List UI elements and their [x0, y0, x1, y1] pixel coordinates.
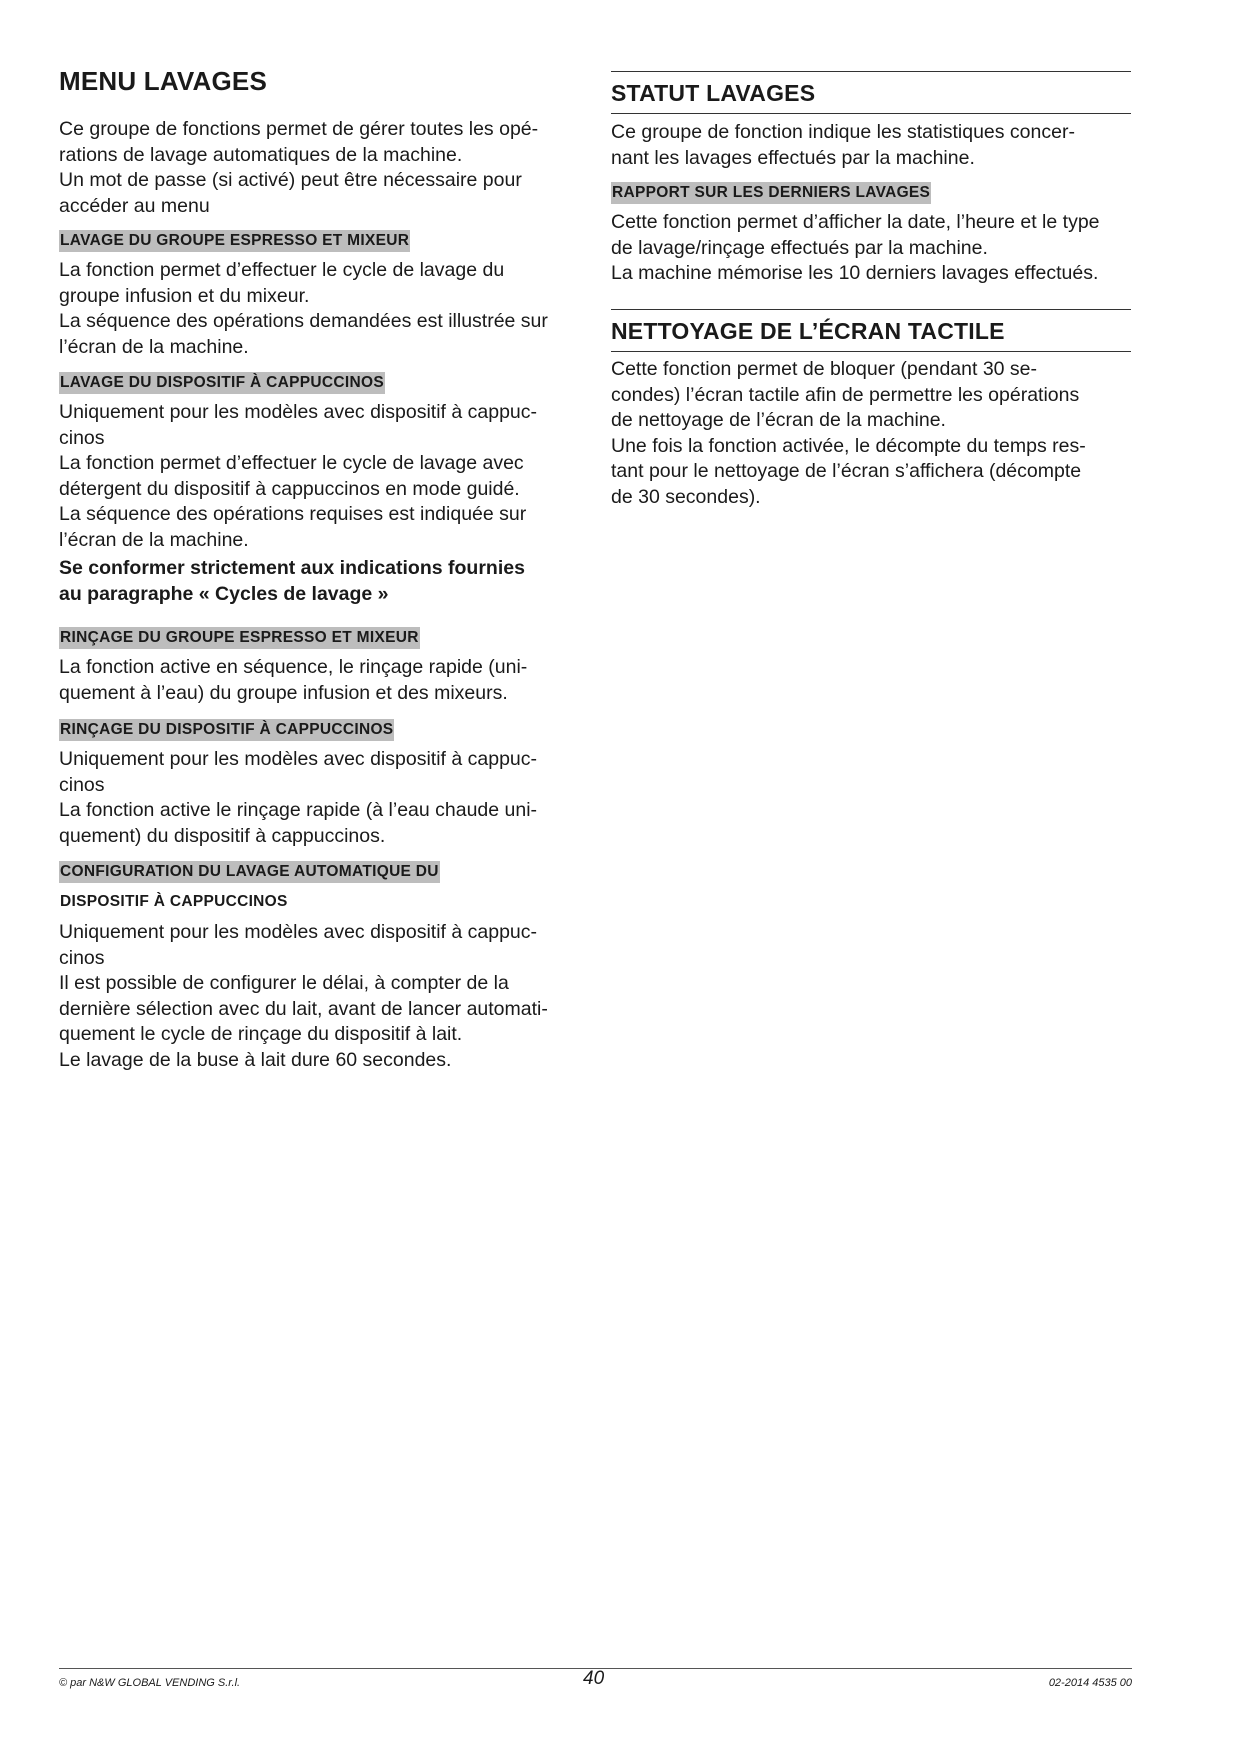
rule-top-touchscreen	[611, 309, 1131, 310]
section-tag-cappuccino-wash: LAVAGE DU DISPOSITIF À CAPPUCCINOS	[59, 372, 385, 394]
page-number: 40	[583, 1668, 605, 1689]
page-title: MENU LAVAGES	[59, 66, 268, 96]
section-tag-espresso-rinse: RINÇAGE DU GROUPE ESPRESSO ET MIXEUR	[59, 627, 420, 649]
rule-under-touchscreen	[611, 351, 1131, 352]
footer-document-code: 02-2014 4535 00	[1048, 1677, 1132, 1689]
section-tag-auto-wash-config: CONFIGURATION DU LAVAGE AUTOMATIQUE DU	[59, 861, 440, 883]
section-text-cappuccino-wash: Uniquement pour les modèles avec dispositif à cappuc- cinos La fonction permet d’effectuer le cycle de lavage avec détergent du dispositif à cappuccinos en mode guidé. La séquence des opérations requises est indiquée sur l’écran de la machine.	[59, 401, 538, 551]
section-tag-last-washes: RAPPORT SUR LES DERNIERS LAVAGES	[611, 182, 931, 204]
footer-copyright: © par N&W GLOBAL VENDING S.r.l.	[59, 1677, 241, 1689]
section-tag-cappuccino-rinse: RINÇAGE DU DISPOSITIF À CAPPUCCINOS	[59, 719, 394, 741]
section-title-status: STATUT LAVAGES	[611, 80, 816, 106]
rule-top-status	[611, 71, 1131, 72]
warning-paragraph: Se conformer strictement aux indications fournies au paragraphe « Cycles de lavage »	[59, 557, 525, 605]
section-text-espresso-wash: La fonction permet d’effectuer le cycle de lavage du groupe infusion et du mixeur. La séquence des opérations demandées est illustrée sur l’écran de la machine.	[59, 259, 548, 358]
section-text-touchscreen: Cette fonction permet de bloquer (pendant 30 se- condes) l’écran tactile afin de permettre les opérations de nettoyage de l’écran de la machine. Une fois la fonction activée, le décompte du temps res- tant pour le nettoyage de l’écran s’affichera (décompte de 30 secondes).	[611, 358, 1086, 508]
section-text-auto-wash-config: Uniquement pour les modèles avec dispositif à cappuc- cinos Il est possible de configurer le délai, à compter de la dernière sélection avec du lait, avant de lancer automati- quement le cycle de rinçage du dispositif à lait. Le lavage de la buse à lait dure 60 secondes.	[59, 921, 548, 1071]
intro-paragraph: Ce groupe de fonctions permet de gérer toutes les opé- rations de lavage automatiques de la machine. Un mot de passe (si activé) peut être nécessaire pour accéder au menu	[59, 118, 539, 217]
section-tag-espresso-wash: LAVAGE DU GROUPE ESPRESSO ET MIXEUR	[59, 230, 410, 252]
section-text-cappuccino-rinse: Uniquement pour les modèles avec dispositif à cappuc- cinos La fonction active le rinçage rapide (à l’eau chaude uni- quement) du dispositif à cappuccinos.	[59, 748, 538, 847]
section-title-touchscreen: NETTOYAGE DE L’ÉCRAN TACTILE	[611, 318, 1005, 344]
section-text-last-washes: Cette fonction permet d’afficher la date, l’heure et le type de lavage/rinçage effectués par la machine. La machine mémorise les 10 derniers lavages effectués.	[611, 211, 1100, 284]
section-tag-auto-wash-config-line2: DISPOSITIF À CAPPUCCINOS	[60, 893, 288, 910]
section-text-espresso-rinse: La fonction active en séquence, le rinçage rapide (uni- quement à l’eau) du groupe infusion et des mixeurs.	[59, 656, 528, 704]
rule-under-status	[611, 113, 1131, 114]
section-text-status: Ce groupe de fonction indique les statistiques concer- nant les lavages effectués par la machine.	[611, 121, 1075, 169]
